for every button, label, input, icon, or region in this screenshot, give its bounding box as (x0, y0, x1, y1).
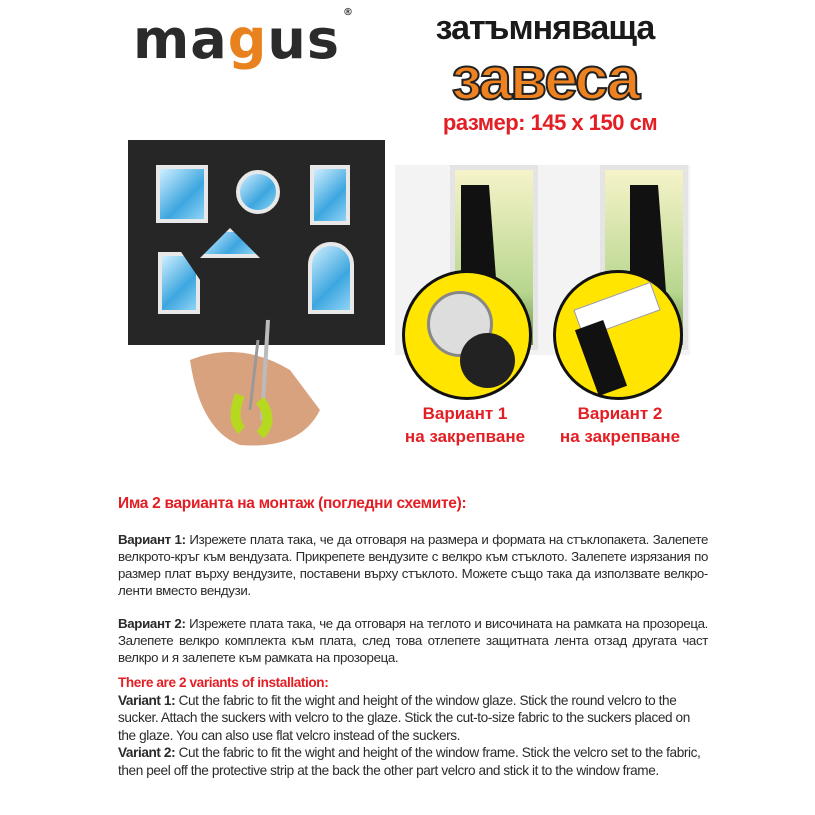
velcro-suction-cup-circle (402, 270, 532, 400)
variant-1-subtitle: на закрепване (404, 427, 526, 446)
hand-scissors-icon (180, 300, 380, 450)
variant-2-label (550, 402, 690, 448)
en-section (118, 674, 708, 779)
bg-variant-2 (118, 615, 708, 666)
size-label: размер: 145 x 150 см (442, 110, 658, 135)
logo-g: g (227, 8, 268, 71)
variant-1-title: Вариант 1 (422, 404, 508, 423)
bg-v2-label: Вариант 2: (118, 616, 186, 631)
window-shape (310, 165, 350, 225)
logo-text-end: us (267, 8, 340, 71)
variant-2-subtitle: на закрепване (559, 427, 681, 446)
velcro-strip-circle (553, 270, 683, 400)
en-v1-label: Variant 1: (118, 692, 176, 708)
variant-1-label (395, 402, 535, 448)
variant-2-title: Вариант 2 (577, 404, 663, 423)
magus-logo (133, 8, 353, 72)
en-v1-text: Cut the fabric to fit the wight and height of the window glaze. Stick the round velcro to the sucker. Attach the suckers with velcro to the glaze. Stick the cut-to-size fabric to the suckers placed on the glaze. You can also use flat velcro instead of the suckers. (118, 692, 690, 743)
en-v2-text: Cut the fabric to fit the wight and height of the window frame. Stick the velcro set to the fabric, then peel off the protective strip at the back the other part velcro and stick it to the window frame. (118, 745, 701, 778)
registered-mark: ® (342, 7, 353, 18)
bg-v2-text: Изрежете плата така, че да отговаря на теглото и височината на рамката на прозореца. Залепете велкро комплекта към плата, след това отлепете защитната лента отзад другата част велкро и я залепете към рамката на прозореца. (118, 616, 708, 665)
en-variant-2 (118, 744, 708, 779)
en-heading: There are 2 variants of installation: (118, 675, 329, 690)
bg-v1-label: Вариант 1: (118, 532, 186, 547)
bg-variant-1 (118, 531, 708, 599)
title-line1: затъмняваща (435, 9, 655, 47)
en-variant-1 (118, 692, 708, 745)
instructions (118, 494, 708, 779)
en-v2-label: Variant 2: (118, 745, 176, 760)
logo-text: ma (133, 8, 228, 71)
bg-v1-text: Изрежете плата така, че да отговаря на размера и формата на стъклопакета. Залепете велкрото-кръг към вендузата. Прикрепете вендузите с велкро към стъклото. Залепете изрязания по размер плат върху вендузите, поставени върху стъклото. Можете също така да използвате велкро-ленти вместо вендузи. (118, 532, 708, 598)
triangle-window-shape (200, 228, 260, 258)
bg-heading: Има 2 варианта на монтаж (погледни схемите): (118, 495, 467, 512)
title-line2: завеса (451, 45, 639, 112)
window-shape (156, 165, 208, 223)
round-window-shape (236, 170, 280, 214)
